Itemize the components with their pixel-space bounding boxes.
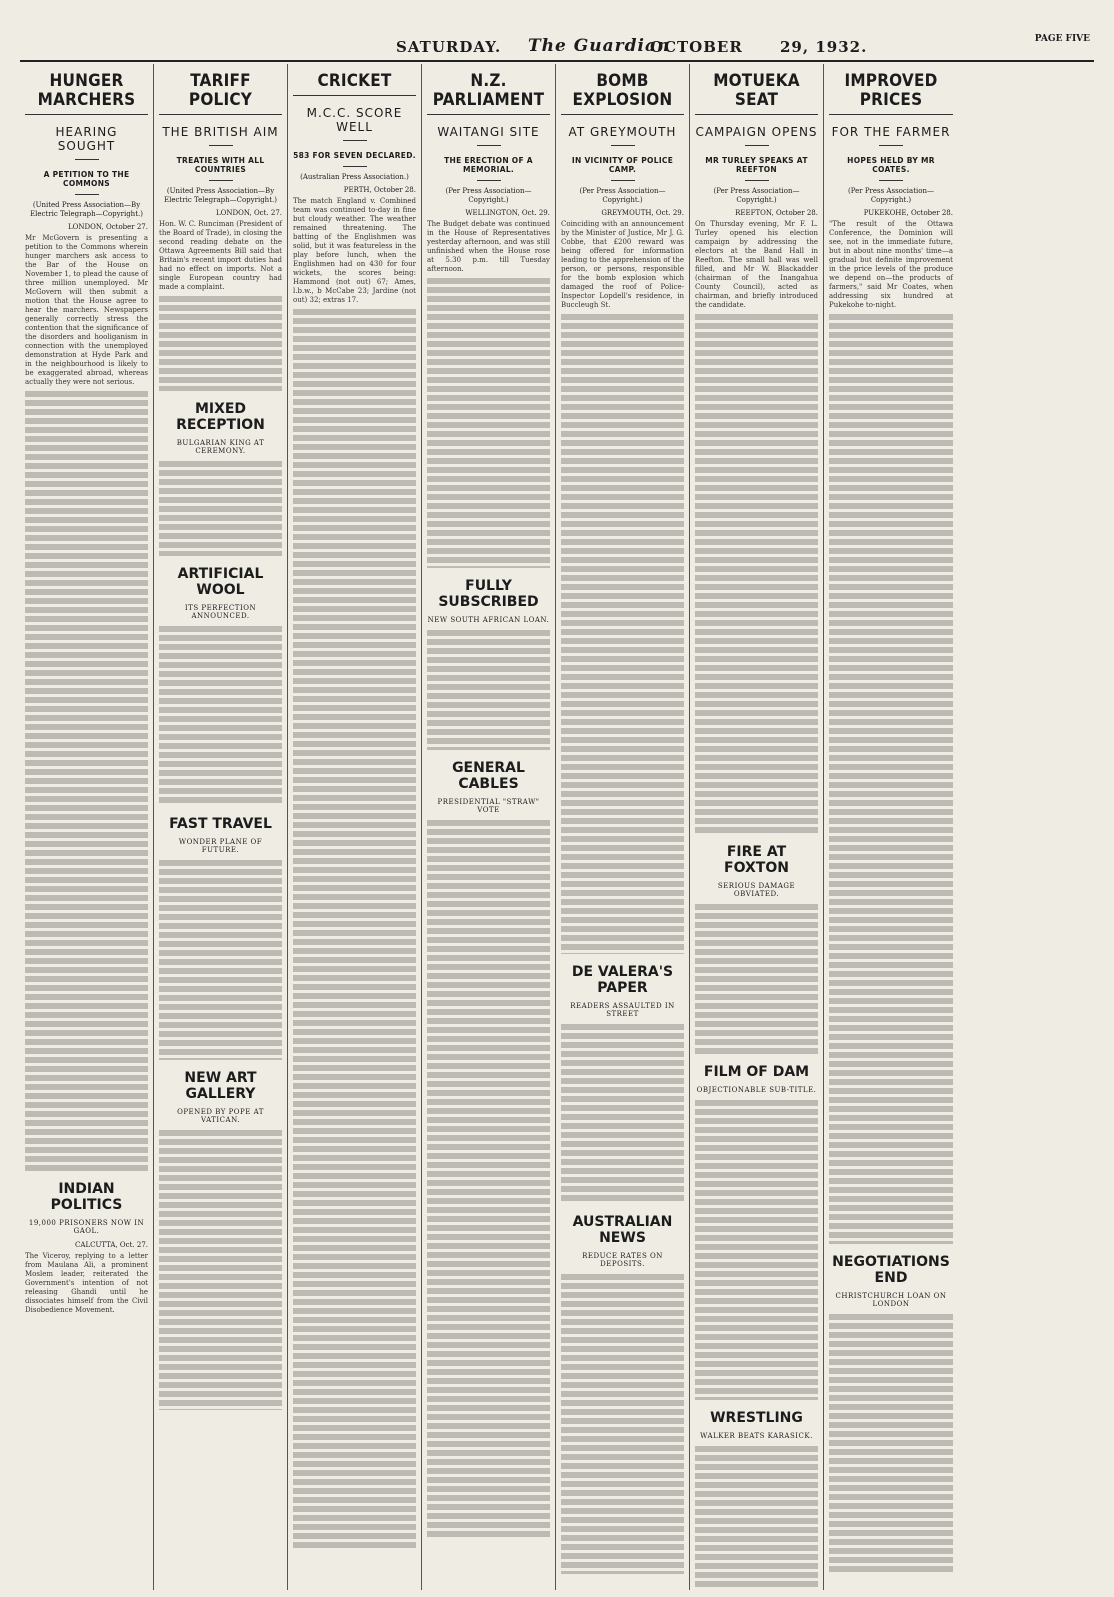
headline: BOMB EXPLOSION: [561, 72, 684, 115]
subhead: HEARING SOUGHT: [55, 125, 118, 153]
article-text-filler: [695, 1100, 818, 1400]
section-subhead: BULGARIAN KING AT CEREMONY.: [176, 439, 265, 455]
dateline: PERTH, October 28.: [343, 186, 416, 194]
divider: [879, 145, 903, 146]
article-text-filler: [159, 626, 282, 806]
divider: [343, 166, 367, 167]
divider: [75, 159, 99, 160]
section-subhead: NEW SOUTH AFRICAN LOAN.: [427, 616, 550, 624]
headline: MOTUEKA SEAT: [695, 72, 818, 115]
headline: HUNGER MARCHERS: [25, 72, 148, 115]
section-dateline: CALCUTTA, Oct. 27.: [75, 1241, 148, 1249]
dateline: WELLINGTON, Oct. 29.: [465, 209, 550, 217]
section-subhead: REDUCE RATES ON DEPOSITS.: [582, 1252, 663, 1268]
section-headline: WRESTLING: [710, 1410, 803, 1426]
section-subhead: OBJECTIONABLE SUB-TITLE.: [696, 1086, 817, 1094]
headline: CRICKET: [293, 72, 416, 96]
dateline: LONDON, Oct. 27.: [215, 209, 282, 217]
article-body: The match England v. Combined team was continued to-day in fine but cloudy weather. The weather remained threatening. The batting of the Englishmen was solid, but it was featureless in the play before lunch, when the Englishmen had on 430 for four wickets, the scores being: Hammond (not out) 67; Ames, l.b.w., b McCabe 23; Jardine (not out) 32; extras 17.: [293, 197, 416, 304]
article-text-filler: [829, 1314, 953, 1574]
article-text-filler: [561, 1024, 684, 1204]
subhead: WAITANGI SITE: [437, 125, 540, 139]
credit-line: (United Press Association—By Electric Telegraph—Copyright.): [164, 187, 277, 204]
article-text-filler: [159, 1130, 282, 1410]
article-body: Hon. W. C. Runciman (President of the Board of Trade), in closing the second reading debate on the Ottawa Agreements Bill said that Britain's recent import duties had had no effect on imports. Not a single European country had made a complaint.: [159, 220, 282, 291]
section-headline: MIXED RECEPTION: [176, 401, 265, 433]
credit-line: (Per Press Association— Copyright.): [445, 187, 532, 204]
article-text-filler: [427, 630, 550, 750]
column-motueka-seat: [690, 64, 824, 1590]
subhead: THE BRITISH AIM: [162, 125, 279, 139]
masthead-month: OCTOBER: [650, 38, 743, 56]
article-text-filler: [427, 278, 550, 568]
article-body: On Thursday evening, Mr F. L. Turley opened his election campaign by addressing the electors at the Band Hall in Reefton. The small hall was well filled, and Mr W. Blackadder (chairman of the Inangahua County Council), acted as chairman, and briefly introduced the candidate.: [695, 220, 818, 309]
subhead: M.C.C. SCORE WELL: [306, 106, 403, 134]
headline: IMPROVED PRICES: [829, 72, 953, 115]
column-nz-parliament: [422, 64, 556, 1590]
divider: [209, 145, 233, 146]
article-text-filler: [159, 296, 282, 391]
section-subhead: WALKER BEATS KARASICK.: [700, 1432, 813, 1440]
dateline: LONDON, October 27.: [67, 223, 148, 231]
section-headline: NEW ART GALLERY: [184, 1070, 257, 1102]
divider: [611, 145, 635, 146]
column-hunger-marchers: [20, 64, 154, 1590]
article-text-filler: [695, 1446, 818, 1590]
subsubhead: A PETITION TO THE COMMONS: [43, 170, 130, 188]
section-headline: INDIAN POLITICS: [50, 1181, 123, 1213]
top-rule: [20, 60, 1094, 62]
column-bomb-explosion: [556, 64, 690, 1590]
article-text-filler: [25, 391, 148, 1171]
section-headline: FAST TRAVEL: [169, 816, 272, 832]
masthead: [20, 36, 1094, 58]
section-headline: FULLY SUBSCRIBED: [438, 578, 539, 610]
divider: [611, 180, 635, 181]
article-text-filler: [561, 314, 684, 954]
divider: [75, 194, 99, 195]
section-subhead: SERIOUS DAMAGE OBVIATED.: [717, 882, 796, 898]
headline: TARIFF POLICY: [159, 72, 282, 115]
subhead: FOR THE FARMER: [831, 125, 951, 139]
article-text-filler: [829, 314, 953, 1244]
credit-line: (Per Press Association— Copyright.): [847, 187, 934, 204]
divider: [209, 180, 233, 181]
column-improved-prices: [824, 64, 958, 1590]
divider: [477, 180, 501, 181]
section-subhead: CHRISTCHURCH LOAN ON LONDON: [835, 1292, 947, 1308]
section-subhead: OPENED BY POPE AT VATICAN.: [177, 1108, 264, 1124]
dateline: GREYMOUTH, Oct. 29.: [601, 209, 684, 217]
section-headline: ARTIFICIAL WOOL: [177, 566, 264, 598]
masthead-paper-title: The Guardian: [528, 36, 671, 56]
masthead-page-number: PAGE FIVE: [1034, 34, 1090, 44]
article-text-filler: [695, 904, 818, 1054]
section-headline: NEGOTIATIONS END: [832, 1254, 950, 1286]
divider: [745, 180, 769, 181]
credit-line: (United Press Association—By Electric Telegraph—Copyright.): [30, 201, 143, 218]
credit-line: (Per Press Association— Copyright.): [713, 187, 800, 204]
dateline: PUKEKOHE, October 28.: [863, 209, 953, 217]
headline: N.Z. PARLIAMENT: [427, 72, 550, 115]
section-headline: FILM OF DAM: [703, 1064, 810, 1080]
article-text-filler: [159, 461, 282, 556]
subsubhead: TREATIES WITH ALL COUNTRIES: [176, 156, 265, 174]
column-tariff-policy: [154, 64, 288, 1590]
section-body: The Viceroy, replying to a letter from Maulana Ali, a prominent Moslem leader, reiterated the Government's intention of not releasing Ghandi until he dissociates himself from the Civil Disobedience Movement.: [25, 1252, 148, 1314]
section-subhead: PRESIDENTIAL "STRAW" VOTE: [437, 798, 540, 814]
masthead-date: 29, 1932.: [780, 38, 868, 56]
article-text-filler: [159, 860, 282, 1060]
section-headline: DE VALERA'S PAPER: [571, 964, 674, 996]
credit-line: (Per Press Association— Copyright.): [579, 187, 666, 204]
article-body: "The result of the Ottawa Conference, the Dominion will see, not in the immediate future, but in about nine months' time—a gradual but definite improvement in the price levels of the produce we depend on—the products of farmers," said Mr Coates, when addressing six hundred at Pukekohe to-night.: [829, 220, 953, 309]
subsubhead: THE ERECTION OF A MEMORIAL.: [444, 156, 533, 174]
subhead: CAMPAIGN OPENS: [695, 125, 818, 139]
subhead: AT GREYMOUTH: [568, 125, 677, 139]
section-subhead: WONDER PLANE OF FUTURE.: [178, 838, 263, 854]
section-headline: AUSTRALIAN NEWS: [572, 1214, 673, 1246]
divider: [343, 140, 367, 141]
subsubhead: MR TURLEY SPEAKS AT REEFTON: [705, 156, 808, 174]
section-subhead: 19,000 PRISONERS NOW IN GAOL.: [28, 1219, 145, 1235]
article-body: Coinciding with an announcement by the Minister of Justice, Mr J. G. Cobbe, that £200 reward was being offered for information leading to the apprehension of the person, or persons, responsible for the bomb explosion which damaged the roof of Police-Inspector Lopdell's residence, in Buccleugh St.: [561, 220, 684, 309]
masthead-day: SATURDAY.: [396, 38, 502, 56]
divider: [477, 145, 501, 146]
subsubhead: 583 FOR SEVEN DECLARED.: [293, 151, 416, 160]
article-text-filler: [695, 314, 818, 834]
section-headline: GENERAL CABLES: [452, 760, 525, 792]
newspaper-columns: [20, 64, 1096, 1590]
dateline: REEFTON, October 28.: [735, 209, 818, 217]
article-body: Mr McGovern is presenting a petition to the Commons wherein hunger marchers ask access to the Bar of the House on November 1, to plead the cause of three million unemployed. Mr McGovern will then submit a motion that the House agree to hear the marchers. Newspapers generally correctly stress the contention that the significance of the disorders and hooliganism in connection with the unemployed demonstration at Hyde Park and in the neighbourhood is likely to be exaggerated abroad, whereas actually they were not serious.: [25, 234, 148, 386]
article-text-filler: [293, 309, 416, 1549]
article-text-filler: [561, 1274, 684, 1574]
article-body: The Budget debate was continued in the House of Representatives yesterday afternoon, and was still unfinished when the House rose at 5.30 p.m. till Tuesday afternoon.: [427, 220, 550, 273]
section-headline: FIRE AT FOXTON: [724, 844, 789, 876]
subsubhead: IN VICINITY OF POLICE CAMP.: [571, 156, 674, 174]
column-cricket: [288, 64, 422, 1590]
credit-line: (Australian Press Association.): [300, 173, 409, 181]
section-subhead: ITS PERFECTION ANNOUNCED.: [184, 604, 257, 620]
section-subhead: READERS ASSAULTED IN STREET: [570, 1002, 675, 1018]
article-text-filler: [427, 820, 550, 1540]
subsubhead: HOPES HELD BY MR COATES.: [847, 156, 935, 174]
divider: [879, 180, 903, 181]
divider: [745, 145, 769, 146]
